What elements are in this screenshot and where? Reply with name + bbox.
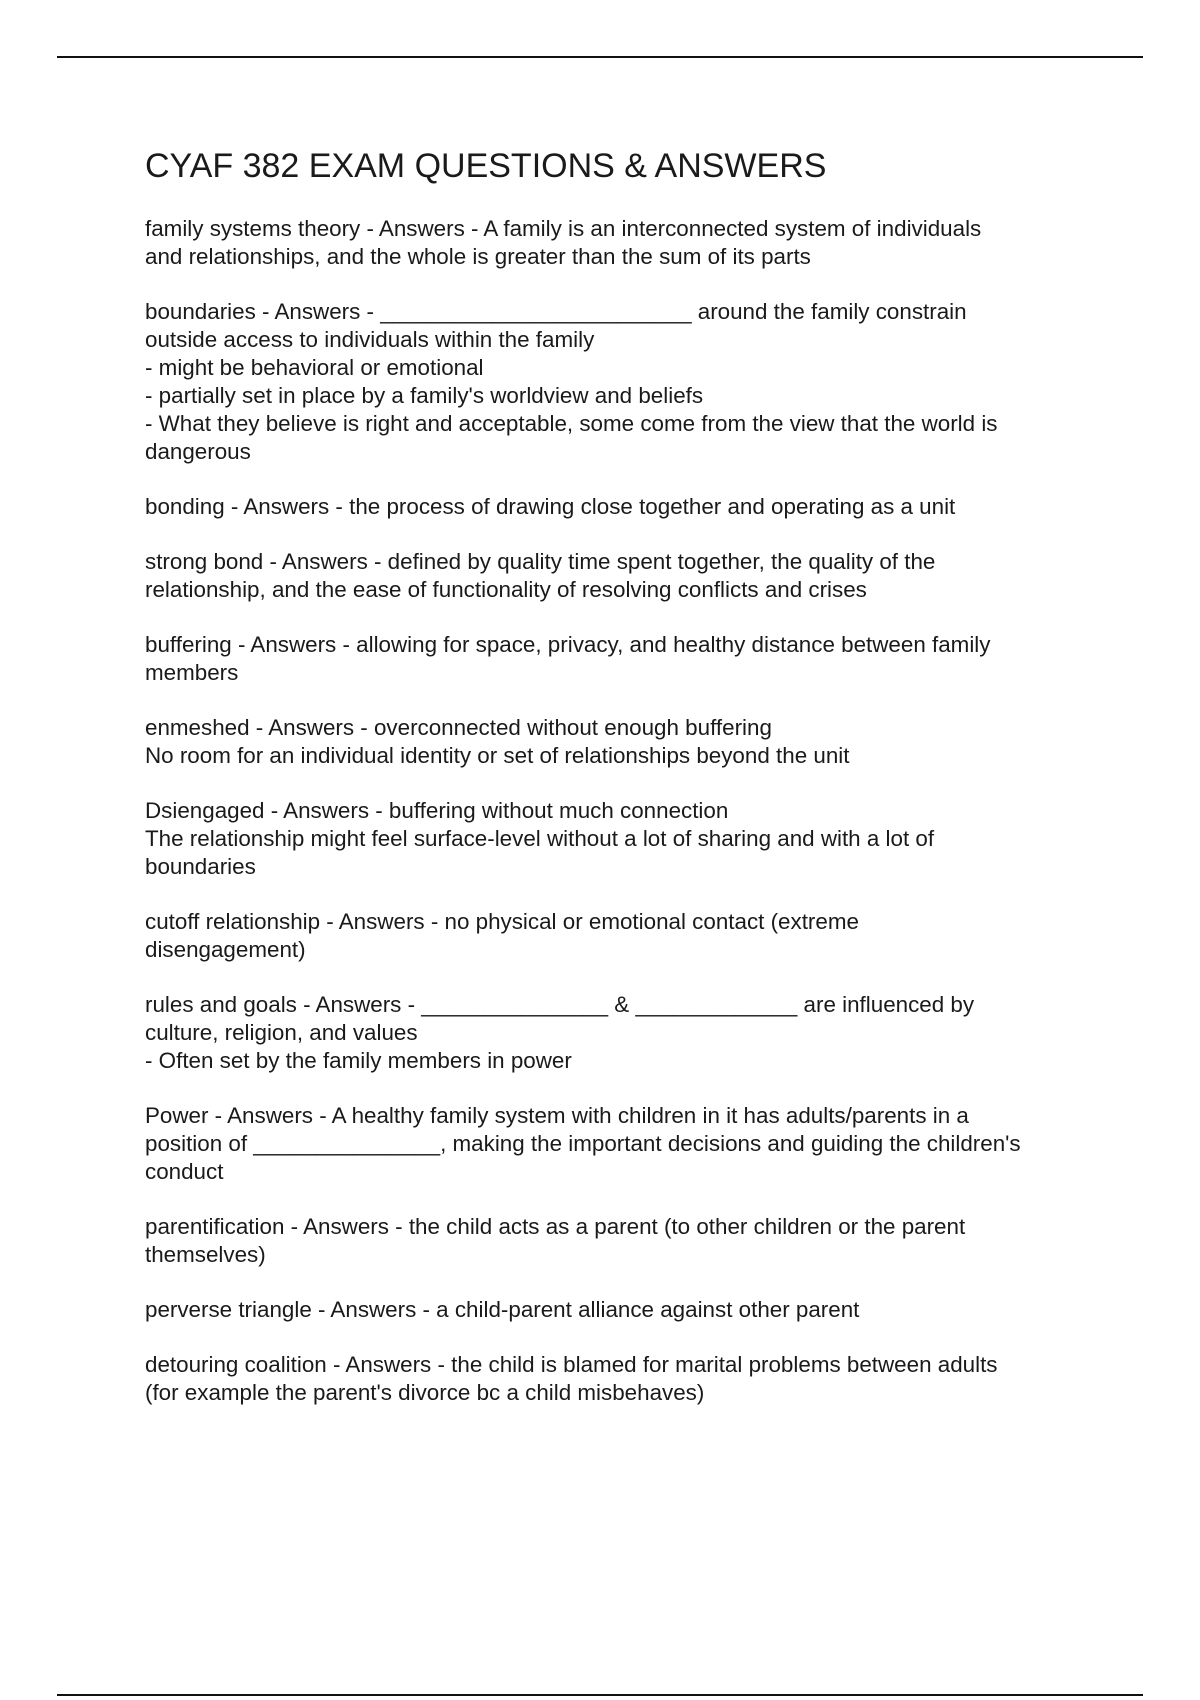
qa-text-line: bonding - Answers - the process of drawing close together and operating as a unit <box>145 494 956 519</box>
qa-text-line: boundaries <box>145 854 256 879</box>
qa-text-line: boundaries - Answers - _________________________ around the family constrain <box>145 299 967 324</box>
qa-text-line: position of _______________, making the important decisions and guiding the children's <box>145 1131 1021 1156</box>
qa-item <box>145 1213 1090 1269</box>
qa-text-line: conduct <box>145 1159 224 1184</box>
document-title: CYAF 382 EXAM QUESTIONS & ANSWERS <box>145 147 827 185</box>
qa-item <box>145 1351 1090 1407</box>
top-rule <box>57 56 1143 58</box>
qa-text-line: - partially set in place by a family's worldview and beliefs <box>145 383 704 408</box>
qa-text-line: - What they believe is right and acceptable, some come from the view that the world is <box>145 411 998 436</box>
qa-item <box>145 631 1090 687</box>
qa-text-line: members <box>145 660 239 685</box>
qa-text-line: (for example the parent's divorce bc a child misbehaves) <box>145 1380 705 1405</box>
qa-text-line: rules and goals - Answers - _______________ & _____________ are influenced by <box>145 992 975 1017</box>
qa-text-line: perverse triangle - Answers - a child-parent alliance against other parent <box>145 1297 860 1322</box>
qa-text-line: enmeshed - Answers - overconnected without enough buffering <box>145 715 772 740</box>
qa-text-line: strong bond - Answers - defined by quality time spent together, the quality of the <box>145 549 936 574</box>
qa-text-line: and relationships, and the whole is greater than the sum of its parts <box>145 244 811 269</box>
qa-text-line: Power - Answers - A healthy family system with children in it has adults/parents in a <box>145 1103 969 1128</box>
qa-item <box>145 1102 1090 1186</box>
qa-text-line: outside access to individuals within the family <box>145 327 595 352</box>
qa-item <box>145 991 1090 1075</box>
qa-item <box>145 493 1090 521</box>
qa-item <box>145 548 1090 604</box>
qa-text-line: No room for an individual identity or set of relationships beyond the unit <box>145 743 850 768</box>
qa-text-line: buffering - Answers - allowing for space, privacy, and healthy distance between family <box>145 632 991 657</box>
qa-text-line: disengagement) <box>145 937 306 962</box>
qa-item <box>145 215 1090 271</box>
qa-text-line: themselves) <box>145 1242 266 1267</box>
qa-item <box>145 298 1090 466</box>
qa-text-line: culture, religion, and values <box>145 1020 418 1045</box>
qa-text-line: parentification - Answers - the child acts as a parent (to other children or the parent <box>145 1214 966 1239</box>
qa-list <box>145 215 1090 1434</box>
qa-item <box>145 797 1090 881</box>
qa-text-line: family systems theory - Answers - A family is an interconnected system of individuals <box>145 216 982 241</box>
qa-text-line: dangerous <box>145 439 251 464</box>
qa-text-line: - Often set by the family members in power <box>145 1048 572 1073</box>
qa-item <box>145 714 1090 770</box>
qa-text-line: Dsiengaged - Answers - buffering without much connection <box>145 798 729 823</box>
bottom-rule <box>57 1694 1143 1696</box>
qa-item <box>145 908 1090 964</box>
qa-item <box>145 1296 1090 1324</box>
qa-text-line: detouring coalition - Answers - the child is blamed for marital problems between adults <box>145 1352 998 1377</box>
qa-text-line: cutoff relationship - Answers - no physical or emotional contact (extreme <box>145 909 859 934</box>
qa-text-line: - might be behavioral or emotional <box>145 355 484 380</box>
qa-text-line: relationship, and the ease of functionality of resolving conflicts and crises <box>145 577 867 602</box>
qa-text-line: The relationship might feel surface-level without a lot of sharing and with a lot of <box>145 826 935 851</box>
